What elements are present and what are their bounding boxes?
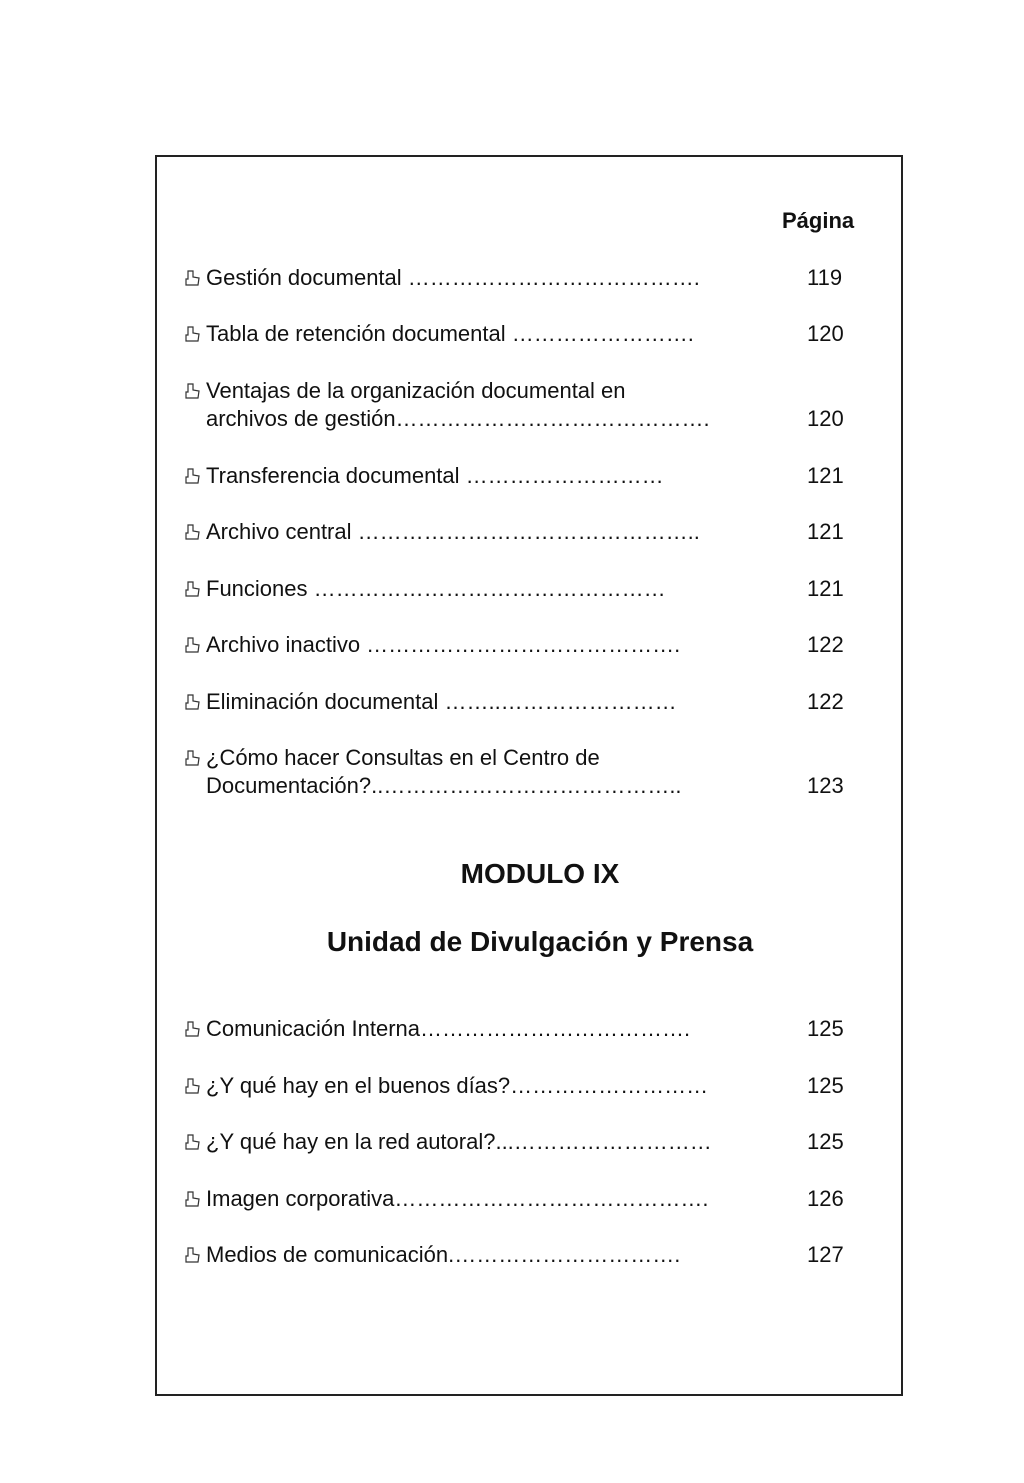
- toc-entry-page: 123: [807, 773, 844, 798]
- toc-entry-title-cont: archivos de gestión…………………………………….: [206, 406, 710, 431]
- toc-entry-page: 121: [807, 519, 844, 544]
- toc-entry-page: 121: [807, 463, 844, 488]
- pointing-hand-icon: [185, 523, 201, 541]
- pointing-hand-icon: [185, 382, 201, 400]
- toc-entry-title: Comunicación Interna……………………………….: [206, 1016, 691, 1041]
- pointing-hand-icon: [185, 1246, 201, 1264]
- toc-entry-page: 122: [807, 632, 844, 657]
- toc-entry-title: Archivo inactivo …………………………………….: [206, 632, 681, 657]
- toc-entry-title: Imagen corporativa…………………………………….: [206, 1186, 709, 1211]
- toc-entry-title: Tabla de retención documental …………………….: [206, 321, 694, 346]
- toc-entry-page: 125: [807, 1073, 844, 1098]
- pointing-hand-icon: [185, 269, 201, 287]
- module-title: MODULO IX: [460, 858, 620, 889]
- toc-entry-page: 126: [807, 1186, 844, 1211]
- pointing-hand-icon: [185, 1190, 201, 1208]
- toc-entry-page: 119: [807, 265, 843, 290]
- toc-entry-title: ¿Y qué hay en el buenos días?………………………: [206, 1073, 709, 1098]
- page-column-header: Página: [782, 208, 855, 233]
- pointing-hand-icon: [185, 636, 201, 654]
- toc-entry-title-cont: Documentación?..…………………………………..: [206, 773, 682, 798]
- module-subtitle: Unidad de Divulgación y Prensa: [326, 926, 754, 957]
- toc-entry-title: Ventajas de la organización documental en: [206, 378, 626, 403]
- toc-entry-page: 120: [807, 406, 844, 431]
- toc-entry-page: 127: [807, 1242, 844, 1267]
- toc-entry-page: 125: [807, 1129, 844, 1154]
- toc-entry-title: Gestión documental ………………………………….: [206, 265, 700, 290]
- pointing-hand-icon: [185, 580, 201, 598]
- toc-entry-page: 120: [807, 321, 844, 346]
- toc-entry-page: 122: [807, 689, 844, 714]
- toc-entry-page: 121: [807, 576, 844, 601]
- pointing-hand-icon: [185, 1020, 201, 1038]
- toc-entry-title: Archivo central ………………………………………..: [206, 519, 700, 544]
- toc-entry-title: Funciones …………………………………………: [206, 576, 666, 601]
- pointing-hand-icon: [185, 749, 201, 767]
- pointing-hand-icon: [185, 1077, 201, 1095]
- toc-entry-title: ¿Cómo hacer Consultas en el Centro de: [206, 745, 600, 770]
- pointing-hand-icon: [185, 1133, 201, 1151]
- toc-entry-title: ¿Y qué hay en la red autoral?...………………………: [206, 1129, 712, 1154]
- pointing-hand-icon: [185, 325, 201, 343]
- toc-entry-title: Transferencia documental ………………………: [206, 463, 664, 488]
- pointing-hand-icon: [185, 693, 201, 711]
- toc-entry-page: 125: [807, 1016, 844, 1041]
- pointing-hand-icon: [185, 467, 201, 485]
- toc-entry-title: Eliminación documental ……..……………………: [206, 689, 677, 714]
- toc-entry-title: Medios de comunicación.………………………….: [206, 1242, 681, 1267]
